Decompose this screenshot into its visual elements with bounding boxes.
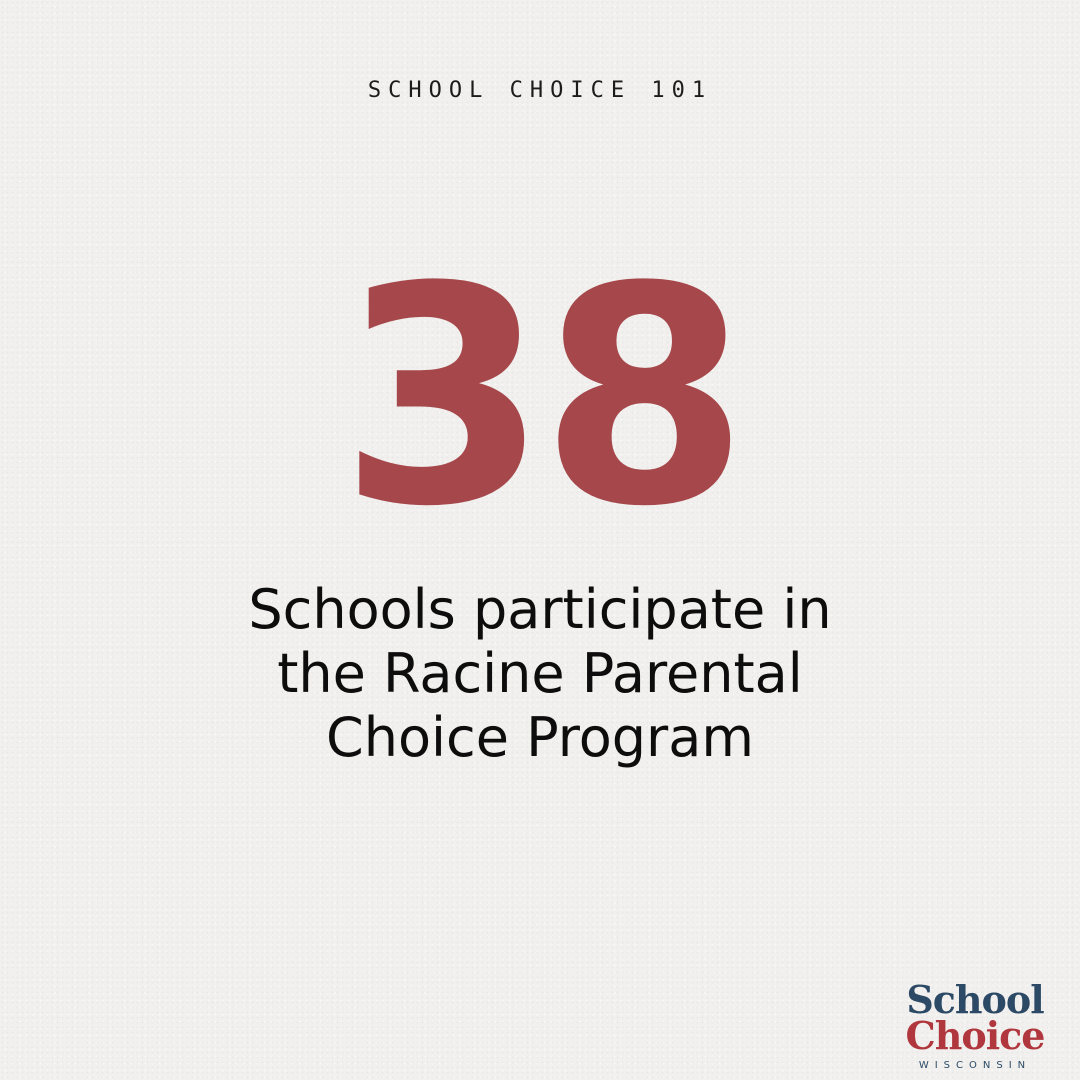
stat-description	[140, 578, 940, 770]
school-choice-wisconsin-logo	[900, 977, 1050, 1071]
stat-number: 38	[339, 223, 741, 572]
stat-description-line-3: Choice Program	[326, 706, 754, 769]
logo-word-choice: Choice	[905, 1013, 1045, 1058]
eyebrow-title: SCHOOL CHOICE 101	[367, 78, 713, 103]
stat-description-line-1: Schools participate in	[248, 578, 832, 641]
logo-word-wisconsin: WISCONSIN	[918, 1060, 1032, 1071]
logo-word-school: School	[906, 977, 1044, 1022]
stat-description-line-2: the Racine Parental	[277, 642, 803, 705]
